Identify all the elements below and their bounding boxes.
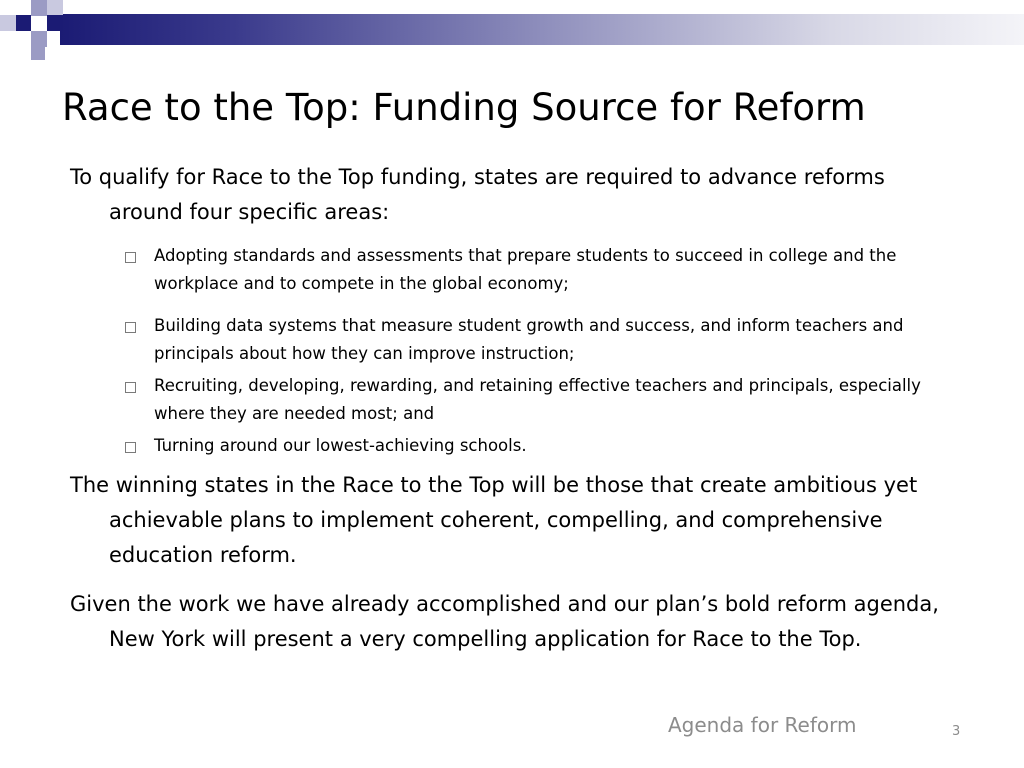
- decor-square: [15, 15, 31, 31]
- slide-title: Race to the Top: Funding Source for Reform: [62, 86, 866, 129]
- list-item-text: Recruiting, developing, rewarding, and retaining effective teachers and principals, especially where they are needed most; and: [154, 376, 921, 423]
- footer-title: Agenda for Reform: [668, 713, 857, 737]
- list-item-text: Adopting standards and assessments that prepare students to succeed in college and the workplace and to compete in the global economy;: [154, 246, 897, 293]
- list-item: [70, 312, 950, 368]
- decor-square: [47, 15, 63, 31]
- decor-square: [47, 0, 63, 16]
- square-bullet-icon: [125, 252, 136, 263]
- square-bullet-icon: [125, 322, 136, 333]
- square-bullet-icon: [125, 382, 136, 393]
- decor-square: [0, 15, 16, 31]
- winning-states-paragraph: The winning states in the Race to the Top will be those that create ambitious yet achievable plans to implement coherent, compelling, and comprehensive education reform.: [70, 473, 918, 567]
- decor-square: [31, 31, 47, 47]
- new-york-paragraph: Given the work we have already accomplished and our plan’s bold reform agenda, New York will present a very compelling application for Race to the Top.: [70, 592, 939, 651]
- intro-paragraph: To qualify for Race to the Top funding, states are required to advance reforms around four specific areas:: [70, 165, 885, 224]
- list-item-text: Building data systems that measure student growth and success, and inform teachers and principals about how they can improve instruction;: [154, 316, 904, 363]
- list-item-text: Turning around our lowest-achieving schools.: [154, 436, 527, 455]
- decor-square: [31, 46, 45, 60]
- list-item: [70, 242, 950, 298]
- slide-body: [70, 160, 950, 657]
- page-number: 3: [952, 724, 961, 739]
- list-item: [70, 432, 950, 460]
- decor-square: [31, 0, 47, 16]
- reform-areas-list: [70, 242, 950, 460]
- list-item: [70, 372, 950, 428]
- header-gradient-band: [60, 14, 1024, 45]
- square-bullet-icon: [125, 442, 136, 453]
